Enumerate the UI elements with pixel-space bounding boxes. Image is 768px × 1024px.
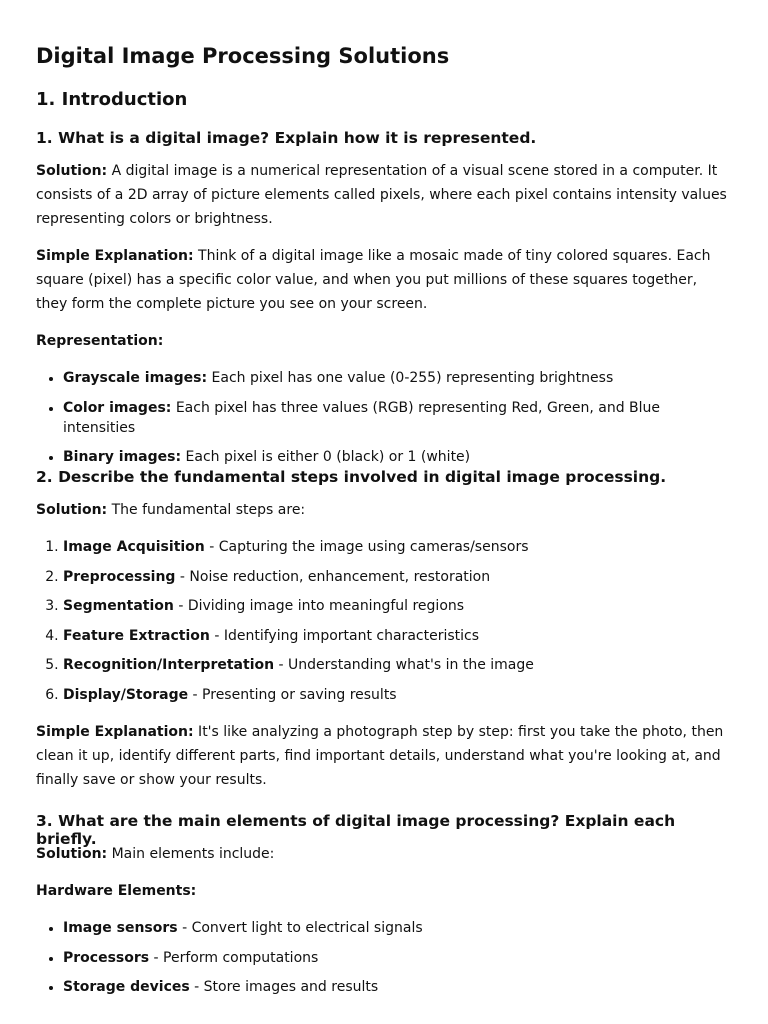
list-item: 2. Preprocessing - Noise reduction, enhancement, restoration	[63, 567, 732, 587]
simple-explanation-text: Think of a digital image like a mosaic made of tiny colored squares. Each square (pixel) has a specific color value, and when you put millions of these squares together, they form the complete picture you see on your screen.	[36, 248, 711, 312]
representation-list	[36, 368, 732, 477]
representation-label: Representation:	[36, 333, 164, 349]
list-item: • Binary images: Each pixel is either 0 (black) or 1 (white)	[63, 447, 732, 467]
list-item: • Color images: Each pixel has three values (RGB) representing Red, Green, and Blue intensities	[63, 398, 732, 438]
list-item: 4. Feature Extraction - Identifying important characteristics	[63, 626, 732, 646]
list-item: • Grayscale images: Each pixel has one value (0-255) representing brightness	[63, 368, 732, 388]
q3-heading: 3. What are the main elements of digital image processing? Explain each briefly.	[36, 812, 676, 848]
q3-solution	[36, 842, 732, 866]
q2-heading: 2. Describe the fundamental steps involved in digital image processing.	[36, 468, 667, 486]
list-item: 3. Segmentation - Dividing image into meaningful regions	[63, 596, 732, 616]
simple-explanation-label: Simple Explanation:	[36, 248, 194, 264]
solution-text: Main elements include:	[107, 846, 275, 862]
hardware-elements-label: Hardware Elements:	[36, 883, 197, 899]
q2-solution	[36, 498, 732, 522]
q1-solution	[36, 159, 732, 231]
simple-explanation-text: It's like analyzing a photograph step by step: first you take the photo, then clean it up, identify different parts, find important details, understand what you're looking at, and finally save or show your results.	[36, 724, 724, 788]
solution-text: The fundamental steps are:	[107, 502, 306, 518]
solution-text: A digital image is a numerical representation of a visual scene stored in a computer. It consists of a 2D array of picture elements called pixels, where each pixel contains intensity values representing colors or brightness.	[36, 163, 727, 227]
section-heading: 1. Introduction	[36, 89, 188, 110]
document-title: Digital Image Processing Solutions	[36, 44, 450, 68]
q1-simple-explanation	[36, 244, 732, 316]
steps-list	[36, 537, 732, 714]
solution-label: Solution:	[36, 502, 108, 518]
solution-label: Solution:	[36, 846, 108, 862]
list-item: • Storage devices - Store images and results	[63, 977, 732, 997]
solution-label: Solution:	[36, 163, 108, 179]
q2-simple-explanation	[36, 720, 732, 792]
list-item: • Processors - Perform computations	[63, 948, 732, 968]
list-item: 1. Image Acquisition - Capturing the image using cameras/sensors	[63, 537, 732, 557]
list-item: • Image sensors - Convert light to electrical signals	[63, 918, 732, 938]
q1-heading: 1. What is a digital image? Explain how it is represented.	[36, 129, 537, 147]
hardware-list	[36, 918, 732, 1007]
simple-explanation-label: Simple Explanation:	[36, 724, 194, 740]
list-item: 6. Display/Storage - Presenting or saving results	[63, 685, 732, 705]
list-item: 5. Recognition/Interpretation - Understanding what's in the image	[63, 655, 732, 675]
